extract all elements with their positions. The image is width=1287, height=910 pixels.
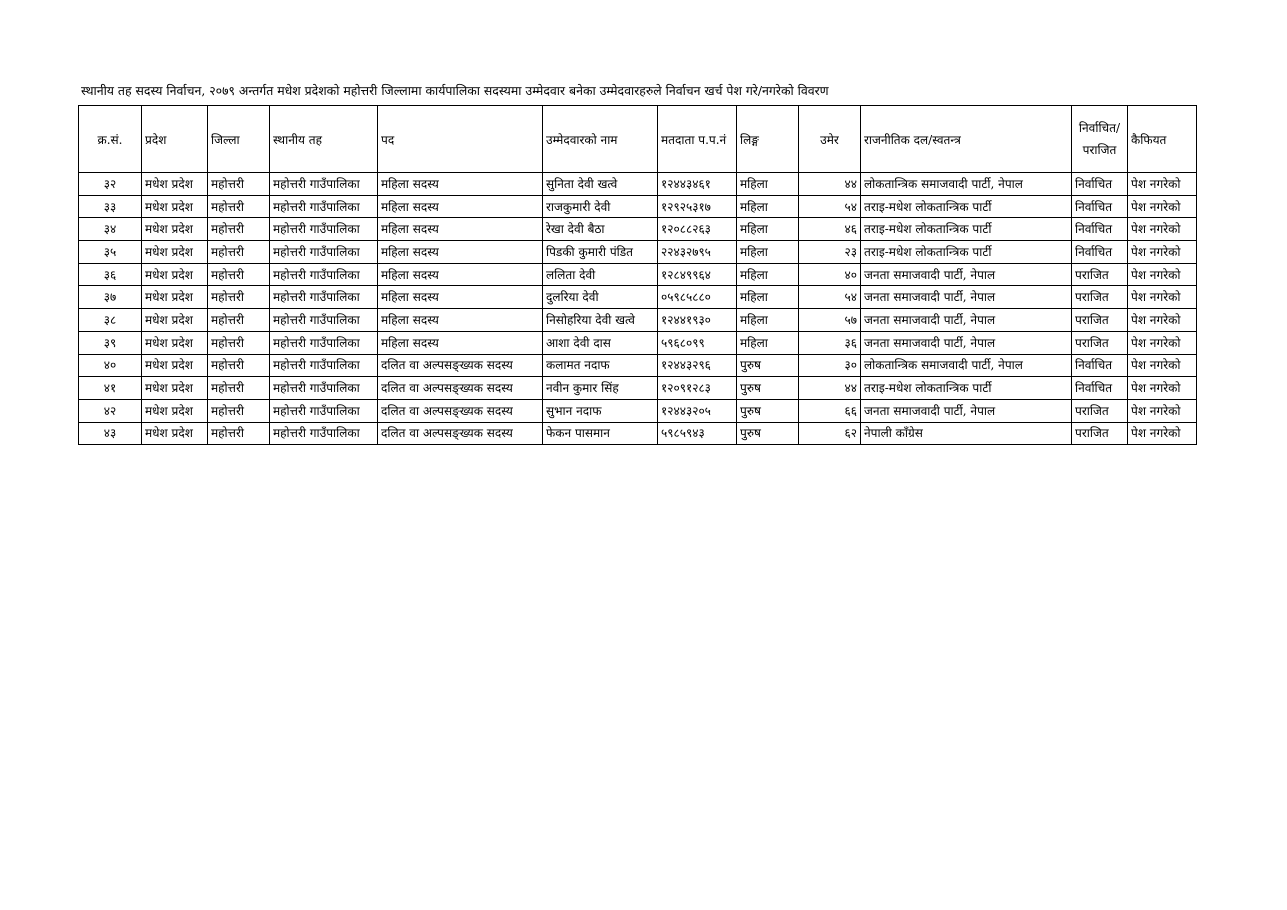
cell-party: तराइ-मधेश लोकतान्त्रिक पार्टी	[861, 377, 1072, 400]
cell-province: मधेश प्रदेश	[142, 218, 208, 241]
cell-age: २३	[799, 241, 861, 264]
cell-age: ३०	[799, 354, 861, 377]
cell-province: मधेश प्रदेश	[142, 195, 208, 218]
cell-voter-id: ०५९८५८८०	[658, 286, 737, 309]
cell-district: महोत्तरी	[208, 241, 270, 264]
cell-gender: महिला	[737, 263, 799, 286]
cell-local-body: महोत्तरी गाउँपालिका	[270, 422, 378, 445]
cell-party: जनता समाजवादी पार्टी, नेपाल	[861, 309, 1072, 332]
cell-age: ४६	[799, 218, 861, 241]
table-row	[79, 331, 1197, 354]
cell-post: महिला सदस्य	[378, 309, 543, 332]
cell-sn: ३९	[79, 331, 142, 354]
cell-local-body: महोत्तरी गाउँपालिका	[270, 241, 378, 264]
cell-gender: महिला	[737, 241, 799, 264]
cell-remarks: पेश नगरेको	[1128, 218, 1197, 241]
cell-district: महोत्तरी	[208, 263, 270, 286]
cell-party: जनता समाजवादी पार्टी, नेपाल	[861, 263, 1072, 286]
cell-province: मधेश प्रदेश	[142, 173, 208, 196]
cell-age: ६२	[799, 422, 861, 445]
cell-remarks: पेश नगरेको	[1128, 309, 1197, 332]
table-row	[79, 218, 1197, 241]
table-row	[79, 399, 1197, 422]
cell-result: निर्वाचित	[1072, 377, 1128, 400]
cell-sn: ३७	[79, 286, 142, 309]
table-row	[79, 309, 1197, 332]
cell-result: पराजित	[1072, 422, 1128, 445]
cell-age: ५४	[799, 286, 861, 309]
cell-gender: महिला	[737, 218, 799, 241]
cell-gender: महिला	[737, 173, 799, 196]
cell-voter-id: १२०९१२८३	[658, 377, 737, 400]
cell-gender: पुरुष	[737, 399, 799, 422]
table-row	[79, 241, 1197, 264]
cell-post: महिला सदस्य	[378, 331, 543, 354]
candidates-table	[78, 105, 1197, 445]
cell-voter-id: २२४३२७९५	[658, 241, 737, 264]
cell-party: नेपाली काँग्रेस	[861, 422, 1072, 445]
cell-result: पराजित	[1072, 399, 1128, 422]
cell-remarks: पेश नगरेको	[1128, 422, 1197, 445]
cell-sn: ३६	[79, 263, 142, 286]
header-sn: क्र.सं.	[79, 106, 142, 173]
header-district: जिल्ला	[208, 106, 270, 173]
cell-voter-id: १२०८८२६३	[658, 218, 737, 241]
cell-sn: ३३	[79, 195, 142, 218]
table-row	[79, 422, 1197, 445]
cell-local-body: महोत्तरी गाउँपालिका	[270, 286, 378, 309]
cell-local-body: महोत्तरी गाउँपालिका	[270, 263, 378, 286]
table-row	[79, 354, 1197, 377]
cell-local-body: महोत्तरी गाउँपालिका	[270, 399, 378, 422]
cell-age: ३६	[799, 331, 861, 354]
cell-sn: ३२	[79, 173, 142, 196]
cell-district: महोत्तरी	[208, 399, 270, 422]
header-candidate: उम्मेदवारको नाम	[543, 106, 658, 173]
cell-province: मधेश प्रदेश	[142, 286, 208, 309]
cell-remarks: पेश नगरेको	[1128, 399, 1197, 422]
cell-post: दलित वा अल्पसङ्ख्यक सदस्य	[378, 422, 543, 445]
cell-sn: ३४	[79, 218, 142, 241]
cell-post: महिला सदस्य	[378, 195, 543, 218]
cell-province: मधेश प्रदेश	[142, 331, 208, 354]
table-row	[79, 195, 1197, 218]
cell-party: जनता समाजवादी पार्टी, नेपाल	[861, 399, 1072, 422]
cell-party: जनता समाजवादी पार्टी, नेपाल	[861, 286, 1072, 309]
cell-remarks: पेश नगरेको	[1128, 241, 1197, 264]
cell-voter-id: ५९८५९४३	[658, 422, 737, 445]
cell-result: पराजित	[1072, 286, 1128, 309]
cell-candidate: निसोहरिया देवी खत्वे	[543, 309, 658, 332]
cell-candidate: सुभान नदाफ	[543, 399, 658, 422]
cell-post: दलित वा अल्पसङ्ख्यक सदस्य	[378, 354, 543, 377]
cell-district: महोत्तरी	[208, 331, 270, 354]
cell-age: ५४	[799, 195, 861, 218]
cell-result: निर्वाचित	[1072, 218, 1128, 241]
cell-post: महिला सदस्य	[378, 241, 543, 264]
cell-party: तराइ-मधेश लोकतान्त्रिक पार्टी	[861, 241, 1072, 264]
cell-local-body: महोत्तरी गाउँपालिका	[270, 195, 378, 218]
cell-local-body: महोत्तरी गाउँपालिका	[270, 331, 378, 354]
cell-district: महोत्तरी	[208, 377, 270, 400]
cell-sn: ४२	[79, 399, 142, 422]
cell-age: ६६	[799, 399, 861, 422]
header-party: राजनीतिक दल/स्वतन्त्र	[861, 106, 1072, 173]
table-row	[79, 173, 1197, 196]
cell-voter-id: १२४४३२९६	[658, 354, 737, 377]
cell-candidate: नवीन कुमार सिंह	[543, 377, 658, 400]
page-title: स्थानीय तह सदस्य निर्वाचन, २०७९ अन्तर्गत मधेश प्रदेशको महोत्तरी जिल्लामा कार्यपालिका सदस्यमा उम्मेदवार बनेका उम्मेदवारहरुले निर्वाचन खर्च पेश गरे/नगरेको विवरण	[81, 83, 829, 98]
cell-age: ४४	[799, 173, 861, 196]
cell-candidate: कलामत नदाफ	[543, 354, 658, 377]
header-result	[1072, 106, 1128, 173]
cell-province: मधेश प्रदेश	[142, 263, 208, 286]
cell-candidate: राजकुमारी देवी	[543, 195, 658, 218]
cell-district: महोत्तरी	[208, 422, 270, 445]
cell-party: जनता समाजवादी पार्टी, नेपाल	[861, 331, 1072, 354]
cell-sn: ४३	[79, 422, 142, 445]
cell-party: लोकतान्त्रिक समाजवादी पार्टी, नेपाल	[861, 173, 1072, 196]
cell-age: ५७	[799, 309, 861, 332]
header-local-body: स्थानीय तह	[270, 106, 378, 173]
cell-voter-id: १२८४९९६४	[658, 263, 737, 286]
cell-remarks: पेश नगरेको	[1128, 263, 1197, 286]
cell-result: पराजित	[1072, 331, 1128, 354]
cell-gender: पुरुष	[737, 422, 799, 445]
cell-local-body: महोत्तरी गाउँपालिका	[270, 218, 378, 241]
cell-gender: महिला	[737, 286, 799, 309]
cell-post: दलित वा अल्पसङ्ख्यक सदस्य	[378, 377, 543, 400]
cell-candidate: पिडकी कुमारी पंडित	[543, 241, 658, 264]
cell-sn: ३८	[79, 309, 142, 332]
cell-remarks: पेश नगरेको	[1128, 354, 1197, 377]
cell-gender: पुरुष	[737, 377, 799, 400]
cell-candidate: ललिता देवी	[543, 263, 658, 286]
header-row	[79, 106, 1197, 173]
cell-voter-id: ५९६८०९९	[658, 331, 737, 354]
header-remarks: कैफियत	[1128, 106, 1197, 173]
header-gender: लिङ्ग	[737, 106, 799, 173]
cell-result: निर्वाचित	[1072, 354, 1128, 377]
cell-candidate: सुनिता देवी खत्वे	[543, 173, 658, 196]
cell-voter-id: १२४४३२०५	[658, 399, 737, 422]
cell-district: महोत्तरी	[208, 218, 270, 241]
cell-age: ४०	[799, 263, 861, 286]
cell-province: मधेश प्रदेश	[142, 422, 208, 445]
cell-post: महिला सदस्य	[378, 286, 543, 309]
header-result-line2: पराजित	[1082, 143, 1117, 157]
cell-post: महिला सदस्य	[378, 218, 543, 241]
cell-local-body: महोत्तरी गाउँपालिका	[270, 173, 378, 196]
cell-party: लोकतान्त्रिक समाजवादी पार्टी, नेपाल	[861, 354, 1072, 377]
cell-candidate: फेकन पासमान	[543, 422, 658, 445]
header-province: प्रदेश	[142, 106, 208, 173]
cell-voter-id: १२९२५३१७	[658, 195, 737, 218]
cell-local-body: महोत्तरी गाउँपालिका	[270, 354, 378, 377]
cell-gender: महिला	[737, 195, 799, 218]
cell-result: पराजित	[1072, 309, 1128, 332]
cell-voter-id: १२४४३४६१	[658, 173, 737, 196]
cell-province: मधेश प्रदेश	[142, 399, 208, 422]
cell-remarks: पेश नगरेको	[1128, 173, 1197, 196]
cell-sn: ४०	[79, 354, 142, 377]
cell-district: महोत्तरी	[208, 173, 270, 196]
header-post: पद	[378, 106, 543, 173]
cell-local-body: महोत्तरी गाउँपालिका	[270, 377, 378, 400]
cell-candidate: आशा देवी दास	[543, 331, 658, 354]
cell-post: महिला सदस्य	[378, 173, 543, 196]
cell-result: निर्वाचित	[1072, 173, 1128, 196]
cell-post: दलित वा अल्पसङ्ख्यक सदस्य	[378, 399, 543, 422]
cell-district: महोत्तरी	[208, 309, 270, 332]
table-row	[79, 377, 1197, 400]
cell-sn: ३५	[79, 241, 142, 264]
cell-province: मधेश प्रदेश	[142, 377, 208, 400]
cell-sn: ४१	[79, 377, 142, 400]
cell-party: तराइ-मधेश लोकतान्त्रिक पार्टी	[861, 195, 1072, 218]
cell-candidate: दुलरिया देवी	[543, 286, 658, 309]
cell-province: मधेश प्रदेश	[142, 241, 208, 264]
cell-remarks: पेश नगरेको	[1128, 286, 1197, 309]
cell-gender: पुरुष	[737, 354, 799, 377]
header-voter-id: मतदाता प.प.नं	[658, 106, 737, 173]
cell-remarks: पेश नगरेको	[1128, 195, 1197, 218]
cell-local-body: महोत्तरी गाउँपालिका	[270, 309, 378, 332]
cell-remarks: पेश नगरेको	[1128, 377, 1197, 400]
header-result-line1: निर्वाचित/	[1078, 121, 1121, 135]
cell-district: महोत्तरी	[208, 354, 270, 377]
cell-post: महिला सदस्य	[378, 263, 543, 286]
cell-result: पराजित	[1072, 263, 1128, 286]
cell-gender: महिला	[737, 331, 799, 354]
cell-result: निर्वाचित	[1072, 241, 1128, 264]
header-age: उमेर	[799, 106, 861, 173]
table-row	[79, 286, 1197, 309]
cell-province: मधेश प्रदेश	[142, 309, 208, 332]
cell-remarks: पेश नगरेको	[1128, 331, 1197, 354]
cell-result: निर्वाचित	[1072, 195, 1128, 218]
cell-voter-id: १२४४१९३०	[658, 309, 737, 332]
cell-age: ४४	[799, 377, 861, 400]
cell-gender: महिला	[737, 309, 799, 332]
cell-province: मधेश प्रदेश	[142, 354, 208, 377]
table-body	[79, 173, 1197, 445]
cell-district: महोत्तरी	[208, 286, 270, 309]
table-row	[79, 263, 1197, 286]
cell-district: महोत्तरी	[208, 195, 270, 218]
cell-party: तराइ-मधेश लोकतान्त्रिक पार्टी	[861, 218, 1072, 241]
cell-candidate: रेखा देवी बैठा	[543, 218, 658, 241]
